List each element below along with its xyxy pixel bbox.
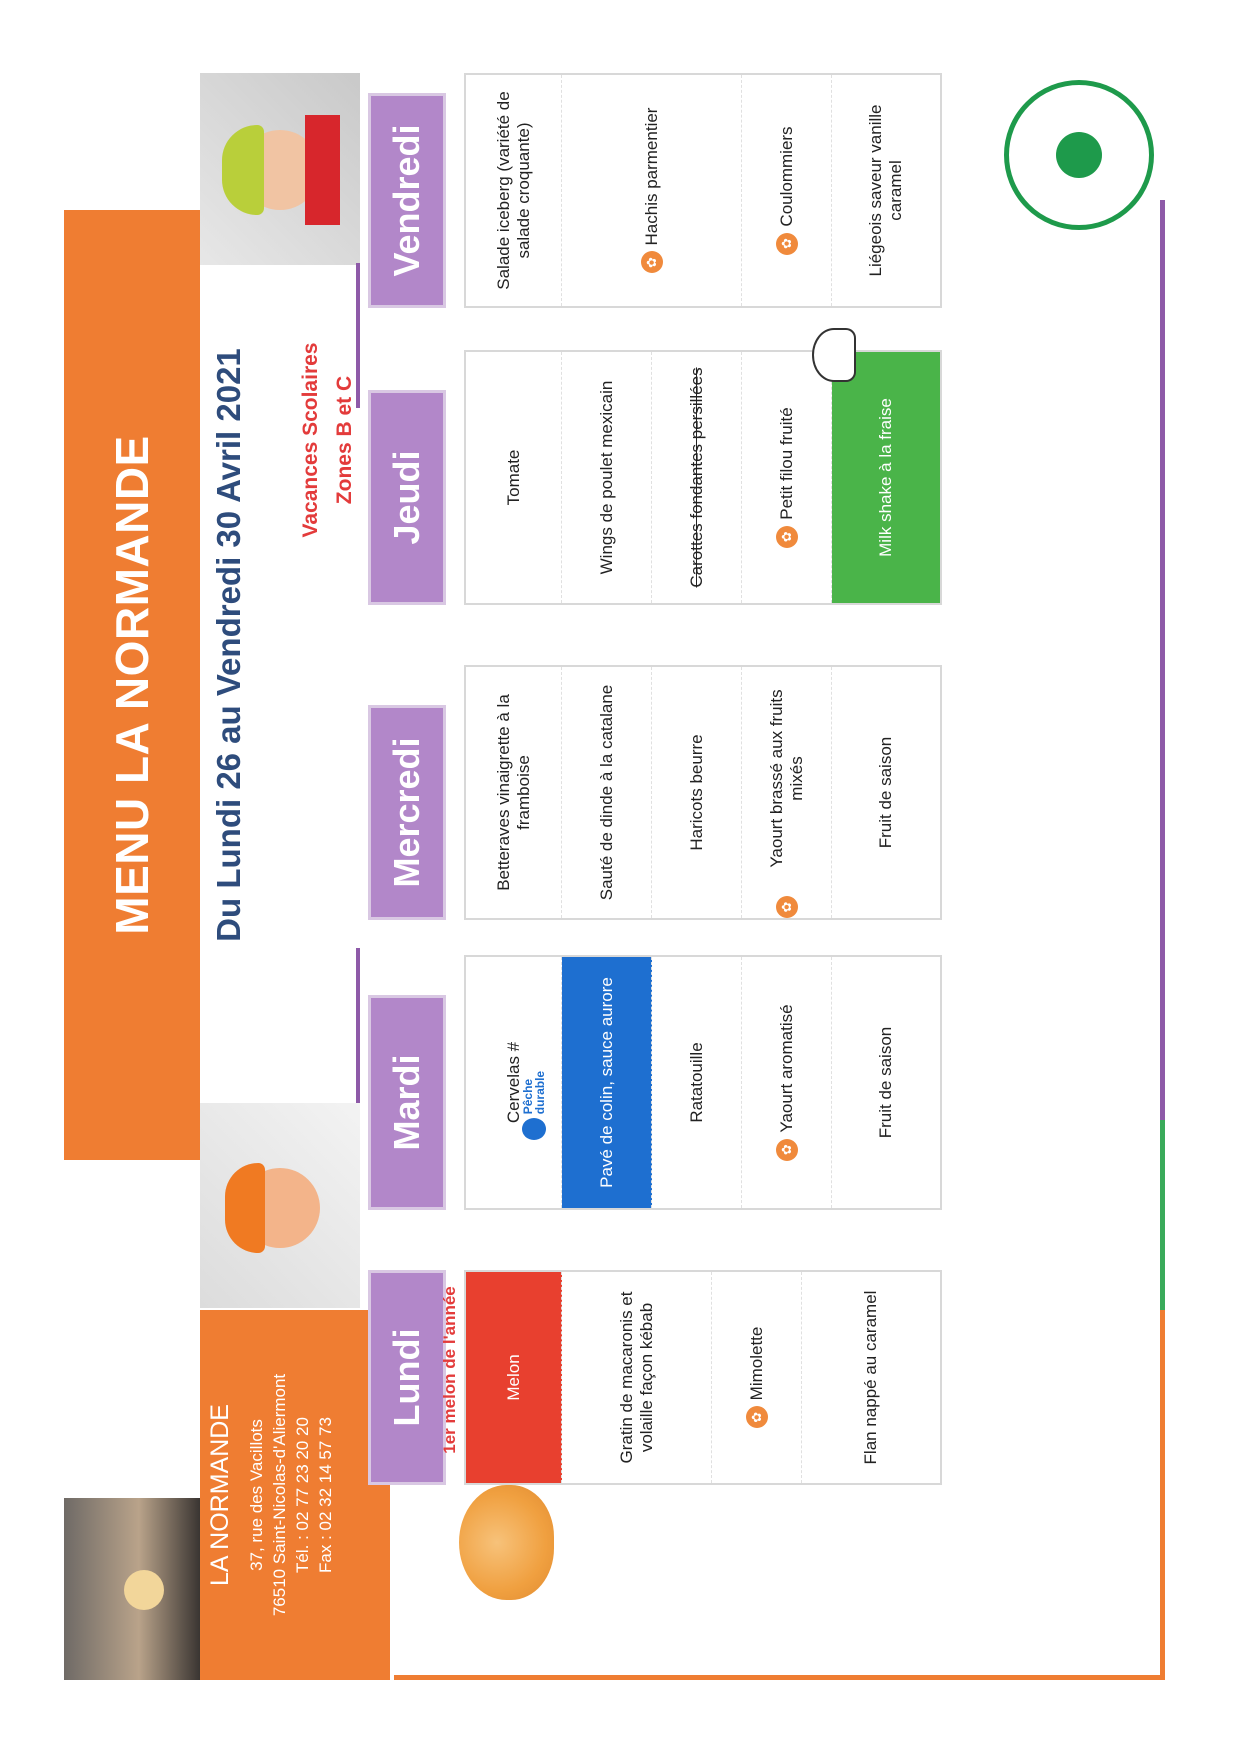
day-header-lundi: Lundi — [368, 1270, 446, 1485]
organic-icon: ✿ — [776, 896, 798, 918]
holiday-info — [294, 290, 362, 590]
divider-line — [356, 263, 360, 408]
footer-line-purple — [1160, 200, 1165, 1120]
melon-icon — [459, 1485, 554, 1600]
menu-item: Melon — [466, 1272, 562, 1483]
menu-item: Carottes fondantes persillées — [652, 352, 742, 603]
address-city: 76510 Saint-Nicolas-d'Aliermont — [270, 1373, 289, 1617]
menu-item: ✿ Petit filou fruité — [742, 352, 832, 603]
holiday-line-2: Zones B et C — [333, 375, 356, 505]
menu-item: Cervelas # — [466, 957, 562, 1208]
menu-item: Wings de poulet mexicain — [562, 352, 652, 603]
organic-icon: ✿ — [776, 233, 798, 255]
menu-item: ✿ Yaourt brassé aux fruits mixés — [742, 667, 832, 918]
divider-line — [356, 948, 360, 1103]
footer-line-green — [1160, 1120, 1165, 1310]
peche-durable-badge: Pêche durable — [514, 1040, 554, 1140]
chef-icon — [812, 328, 856, 382]
menu-item: Ratatouille — [652, 957, 742, 1208]
day-header-mercredi: Mercredi — [368, 705, 446, 920]
menu-column-lundi — [464, 1270, 942, 1485]
menu-item: Tomate — [466, 352, 562, 603]
menu-item: Sauté de dinde à la catalane — [562, 667, 652, 918]
menu-item: Fruit de saison — [876, 1026, 895, 1139]
footer-line-orange — [1160, 1310, 1165, 1680]
sunset-tree-photo — [64, 1498, 200, 1680]
child-orange-hat-photo — [200, 1103, 360, 1308]
day-header-mardi: Mardi — [368, 995, 446, 1210]
menu-item: Pavé de colin, sauce aurore — [562, 957, 652, 1208]
organic-icon: ✿ — [641, 251, 663, 273]
fish-icon — [522, 1118, 546, 1140]
menu-item: Flan nappé au caramel — [861, 1290, 880, 1465]
address-block — [200, 1310, 390, 1680]
menu-item: Milk shake à la fraise — [832, 352, 940, 603]
company-name: LA NORMANDE — [206, 1404, 234, 1586]
address-tel: Tél. : 02 77 23 20 20 — [293, 1417, 312, 1573]
holiday-line-1: Vacances Scolaires — [299, 342, 322, 538]
organic-icon: ✿ — [776, 526, 798, 548]
day-header-jeudi: Jeudi — [368, 390, 446, 605]
menu-item: Liégeois saveur vanille caramel — [866, 104, 905, 277]
organic-icon: ✿ — [776, 1139, 798, 1161]
organic-icon: ✿ — [746, 1406, 768, 1428]
page-title: MENU LA NORMANDE — [64, 210, 200, 1160]
menu-item: Salade iceberg (variété de salade croquante) — [466, 75, 562, 306]
menu-item: Fruit de saison — [876, 736, 895, 849]
fork-knife-icon — [1056, 132, 1102, 178]
menu-period: Du Lundi 26 au Vendredi 30 Avril 2021 — [210, 348, 247, 942]
menu-item: Gratin de macaronis et volaille façon kébab — [562, 1272, 712, 1483]
melon-note: 1er melon de l'année — [440, 1286, 459, 1454]
address-street: 37, rue des Vacillots — [247, 1419, 266, 1571]
la-normande-logo — [1004, 80, 1154, 230]
footer-line-orange-vertical — [394, 1675, 1164, 1680]
menu-item: ✿ Hachis parmentier — [562, 75, 742, 306]
address-fax: Fax : 02 32 14 57 73 — [316, 1417, 335, 1573]
day-header-vendredi: Vendredi — [368, 93, 446, 308]
menu-item: Betteraves vinaigrette à la framboise — [466, 667, 562, 918]
menu-item: ✿ Mimolette — [712, 1272, 802, 1483]
menu-item: ✿ Yaourt aromatisé — [742, 957, 832, 1208]
menu-column-jeudi — [464, 350, 942, 605]
menu-item: Haricots beurre — [652, 667, 742, 918]
menu-column-mercredi — [464, 665, 942, 920]
menu-sheet — [64, 72, 1176, 1680]
menu-column-vendredi — [464, 73, 942, 308]
menu-item: ✿ Coulommiers — [742, 75, 832, 306]
